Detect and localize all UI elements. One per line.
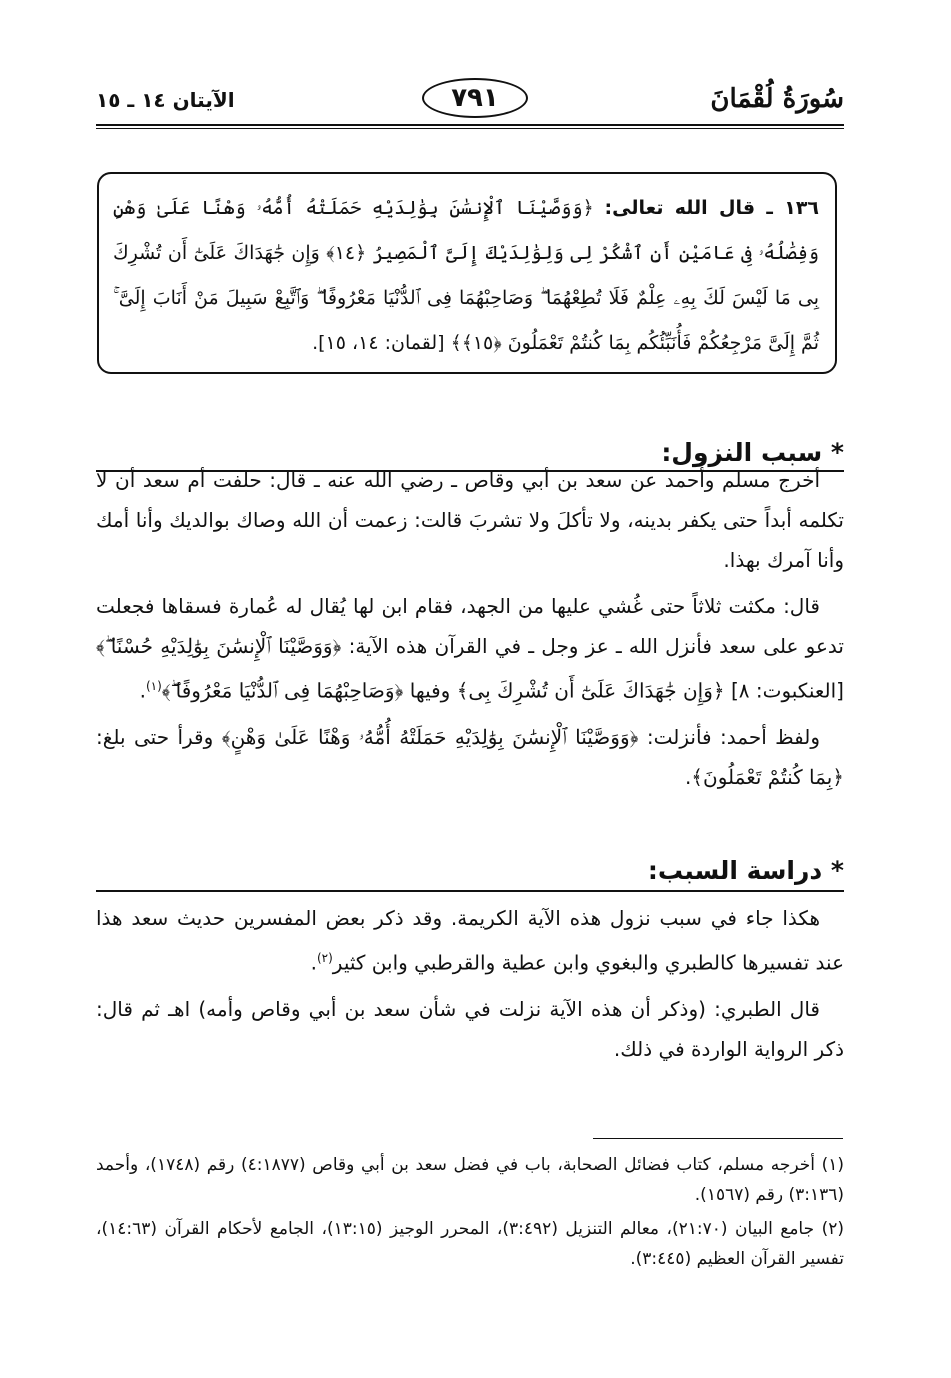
section-study-body xyxy=(96,898,844,1075)
paragraph-text: ولفظ أحمد: فأنزلت: xyxy=(646,724,821,749)
quran-quote: ﴿وَصَاحِبْهُمَا فِى ٱلدُّنْيَا مَعْرُوفًا ۖ﴾ xyxy=(161,678,404,703)
footnote: (١) أخرجه مسلم، كتاب فضائل الصحابة، باب في فضل سعد بن أبي وقاص (٤:١٨٧٧) رقم (١٧٤٨)، وأحمد (٣:١٣٦) رقم (١٥٦٧). xyxy=(96,1155,844,1205)
paragraph-text: وفيها xyxy=(409,678,451,703)
quran-quote: ﴿بِمَا كُنتُمْ تَعْمَلُونَ﴾ xyxy=(691,764,844,789)
verse-box-label: ١٣٦ ـ قال الله تعالى: xyxy=(604,197,820,219)
footnotes xyxy=(96,1150,844,1278)
section-rule xyxy=(96,890,844,892)
footnote-ref: (٢) xyxy=(316,951,333,965)
verse-box xyxy=(97,172,837,374)
quran-quote: ﴿وَإِن جَٰهَدَاكَ عَلَىٰٓ أَن تُشْرِكَ بِى﴾ xyxy=(456,678,725,703)
section-reason-body xyxy=(96,460,844,803)
footnote-rule xyxy=(593,1138,843,1139)
citation: [العنكبوت: ٨] xyxy=(730,678,844,703)
punctuation: . xyxy=(684,764,692,789)
quran-quote: ﴿وَوَصَّيْنَا ٱلْإِنسَٰنَ بِوَٰلِدَيْهِ حُسْنًا ۖ﴾ xyxy=(96,634,342,658)
footnote: (٢) جامع البيان (٢١:٧٠)، معالم التنزيل (٣:٤٩٢)، المحرر الوجيز (١٣:١٥)، الجامع لأحكام القرآن (١٤:٦٣)، تفسير القرآن العظيم (٣:٤٤٥). xyxy=(96,1219,844,1269)
verse-range: الآيتان ١٤ ـ ١٥ xyxy=(96,88,235,112)
paragraph-text: هكذا جاء في سبب نزول هذه الآية الكريمة. وقد ذكر بعض المفسرين حديث سعد هذا عند تفسيرها كالطبري والبغوي وابن عطية والقرطبي وابن كثير xyxy=(96,906,844,975)
section-title-study: * دراسة السبب: xyxy=(647,856,844,885)
footnote-ref: (١) xyxy=(145,679,162,693)
paragraph xyxy=(96,717,844,797)
paragraph: أخرج مسلم وأحمد عن سعد بن أبي وقاص ـ رضي الله عنه ـ قال: حلفت أم سعد أن لا تكلمه أبداً حتى يكفر بدينه، ولا تأكلَ ولا تشربَ قالت: زعمت أن الله وصاك بوالديك وأنا أمك وأنا آمرك بهذا. xyxy=(96,468,844,572)
paragraph: هكذا جاء في سبب نزول هذه الآية الكريمة. وقد ذكر بعض المفسرين حديث سعد هذا عند تفسيرها كالطبري والبغوي وابن عطية والقرطبي وابن كثير$^{(٢)}$. xyxy=(96,906,844,975)
paragraph-text: قال: مكثت ثلاثاً حتى غُشي عليها من الجهد، فقام ابن لها يُقال له عُمارة فسقاها فجعلت تدعو على سعد فأنزل الله ـ عز وجل ـ في القرآن هذه الآية: xyxy=(96,594,844,658)
quran-quote: ﴿وَوَصَّيْنَا ٱلْإِنسَٰنَ بِوَٰلِدَيْهِ حَمَلَتْهُ أُمُّهُۥ وَهْنًا عَلَىٰ وَهْنٍ﴾ xyxy=(221,724,639,749)
header-rule-thin xyxy=(96,128,844,129)
surah-title: سُورَةُ لُقْمَانَ xyxy=(710,84,844,114)
section-title-reason: * سبب النزول: xyxy=(661,438,844,467)
paragraph: قال الطبري: (وذكر أن هذه الآية نزلت في شأن سعد بن أبي وقاص وأمه) اهـ ثم قال: ذكر الرواية الواردة في ذلك. xyxy=(96,996,844,1061)
paragraph-text: وقرأ حتى بلغ: xyxy=(96,724,214,749)
header-rule xyxy=(96,124,844,126)
paragraph: قال: مكثت ثلاثاً حتى غُشي عليها من الجهد، فقام ابن لها يُقال له عُمارة فسقاها فجعلت تدعو على سعد فأنزل الله ـ عز وجل ـ في القرآن هذه الآية: ﴿وَوَصَّيْنَا ٱلْإِنسَٰنَ بِوَٰلِدَيْهِ حُسْنًا ۖ﴾ [العنكبوت: ٨] ﴿وَإِن جَٰهَدَاكَ عَلَىٰٓ أَن تُشْرِكَ بِى﴾ وفيها ﴿وَصَاحِبْهُمَا فِى ٱلدُّنْيَا مَعْرُوفًا ۖ﴾$^{(١)}$. xyxy=(96,594,844,703)
page-number: ٧٩١ xyxy=(422,78,528,118)
verse-box-quran: ﴿وَوَصَّيْنَا ٱلْإِنسَٰنَ بِوَٰلِدَيْهِ حَمَلَتْهُ أُمُّهُۥ وَهْنًا عَلَىٰ وَهْنٍ وَفِصَٰلُهُۥ فِى عَامَيْنِ أَنِ ٱشْكُرْ لِى وَلِوَٰلِدَيْكَ إِلَىَّ ٱلْمَصِيرُ ﴿١٤﴾ وَإِن جَٰهَدَاكَ عَلَىٰٓ أَن تُشْرِكَ بِى مَا لَيْسَ لَكَ بِهِۦ عِلْمٌ فَلَا تُطِعْهُمَا ۖ وَصَاحِبْهُمَا فِى ٱلدُّنْيَا مَعْرُوفًا ۖ وَٱتَّبِعْ سَبِيلَ مَنْ أَنَابَ إِلَىَّ ۚ ثُمَّ إِلَىَّ مَرْجِعُكُمْ فَأُنَبِّئُكُم بِمَا كُنتُمْ تَعْمَلُونَ ﴿١٥﴾﴾ xyxy=(113,197,819,354)
verse-box-citation: [لقمان: ١٤، ١٥]. xyxy=(312,332,445,354)
